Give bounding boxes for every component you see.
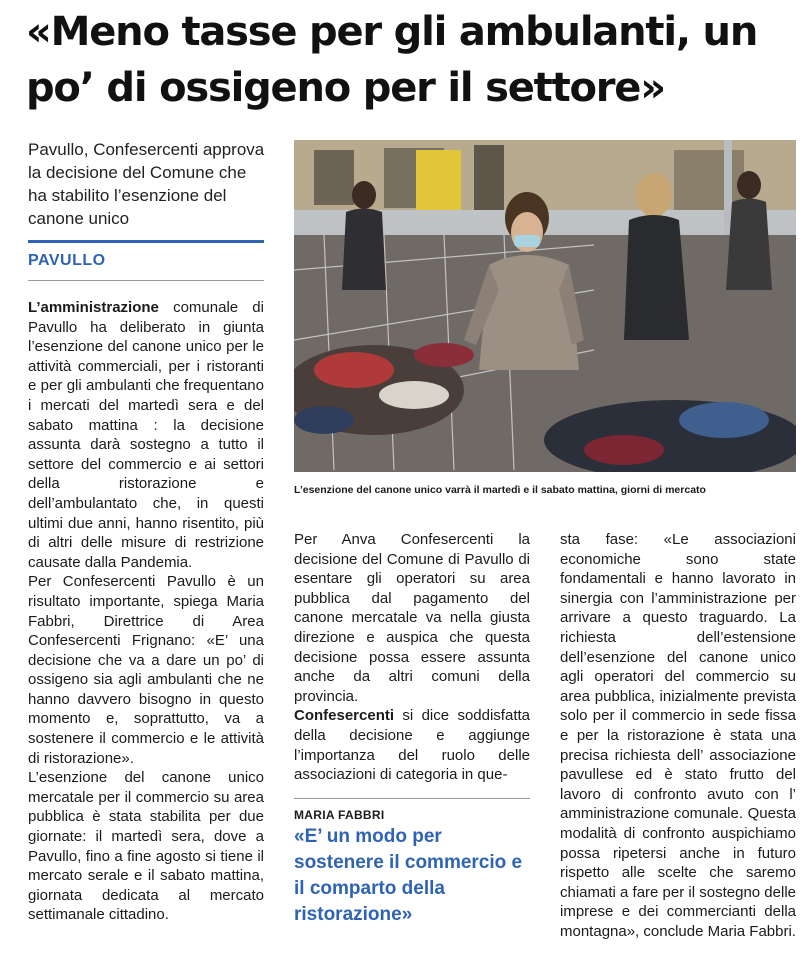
market-photo — [294, 140, 796, 472]
paragraph-text: si dice soddisfatta della decisione e aggiunge l’importanza del ruolo delle associazioni di categoria in que- — [294, 707, 530, 784]
section-rule — [28, 240, 264, 243]
paragraph: sta fase: «Le associazioni economiche sono state fondamentali e hanno lavorato in sinergia con l’amministrazione per arrivare a questo traguardo. La richiesta dell’estensione dell’esenzione del canone unico agli operatori del commercio su area pubblica, inizialmente prevista solo per il commercio in sede fissa e per la ristorazione è stata una precisa richiesta dell’ associazione pavullese ed è stato frutto del lavoro di confronto avuto con l’ amministrazione comunale. Questa modalità di confronto auspichiamo possa ripetersi anche in futuro rispetto alle scelte che saremo chiamati a fare per il sostegno delle imprese e dei commercianti della montagna», conclude Maria Fabbri. — [560, 531, 796, 940]
paragraph — [294, 706, 530, 784]
photo-caption: L’esenzione del canone unico varrà il martedì e il sabato mattina, giorni di mercato — [294, 484, 706, 496]
quote-author: MARIA FABBRI — [294, 808, 385, 822]
lead-word: Confesercenti — [294, 707, 395, 725]
paragraph: Per Anva Confesercenti la decisione del Comune di Pavullo di esentare gli operatori su area pubblica dal pagamento del canone mercatale va nella giusta direzione e auspica che questa decisione possa essere assunta anche da altri comuni della provincia. — [294, 531, 530, 705]
section-label: PAVULLO — [28, 252, 106, 269]
quote-divider — [294, 798, 530, 799]
headline: «Meno tasse per gli ambulanti, un po’ di ossigeno per il settore» — [26, 9, 758, 111]
article-column-2 — [294, 530, 530, 785]
paragraph-text: comunale di Pavullo ha deliberato in giunta l’esenzione del canone unico per le attività commerciali, per i ristoranti e per gli ambulanti che frequentano i mercati del martedì sera e del sabato mattina : la decisione assunta darà sostegno a tutto il settore del commercio e ai settori della ristorazione e dell’ambulantato che, in questi ultimi due anni, hanno risentito, più di altri delle misure di restrizione causate dalla Pandemia. — [28, 299, 264, 571]
article-column-3 — [560, 530, 796, 941]
paragraph: L’esenzione del canone unico mercatale per il commercio su area pubblica è stata stabilita per due giornate: il martedì sera, dove a Pavullo, fino a fine agosto si tiene il mercato serale e il sabato mattina, giornata dedicata al mercato settimanale cittadino. — [28, 769, 264, 924]
market-scene-illustration — [294, 140, 796, 472]
article-column-1 — [28, 298, 264, 925]
pull-quote: «E’ un modo per sostenere il commercio e il comparto della ristorazione» — [294, 826, 523, 925]
lead-word: L’amministrazione — [28, 299, 159, 316]
section-divider — [28, 280, 264, 281]
subheadline: Pavullo, Confesercenti approva la decisione del Comune che ha stabilito l’esenzione del canone unico — [28, 140, 265, 228]
paragraph — [28, 298, 264, 572]
paragraph: Per Confesercenti Pavullo è un risultato importante, spiega Maria Fabbri, Direttrice di Area Confesercenti Frignano: «E’ una decisione che va a dare un po’ di ossigeno sia agli ambulanti che ne hanno davvero bisogno in questo momento e, soprattutto, va a sostenere il commercio e le attività di ristorazione». — [28, 573, 264, 767]
